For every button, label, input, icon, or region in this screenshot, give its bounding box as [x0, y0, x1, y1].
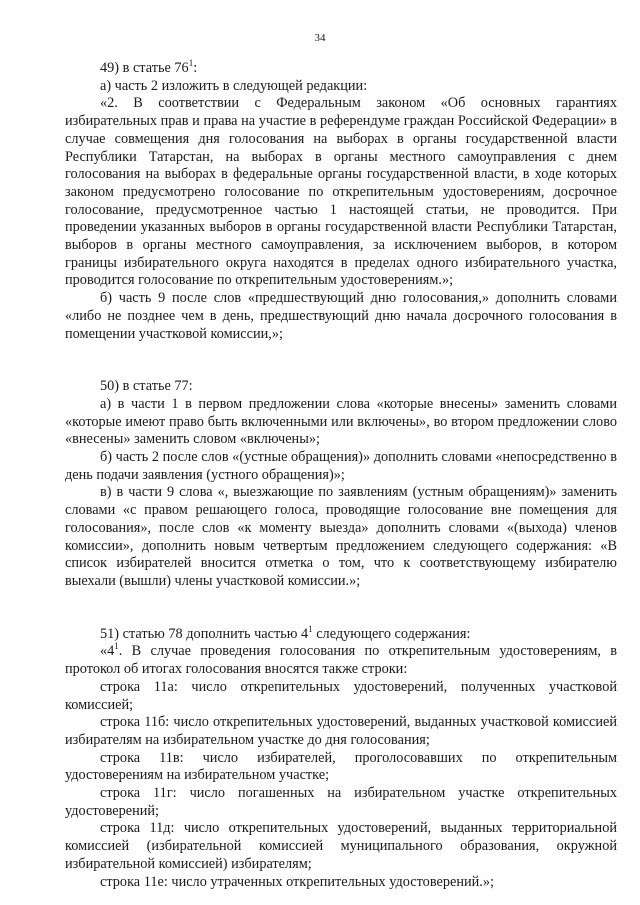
- protocol-line-11a: строка 11а: число открепительных удостоверений, полученных участковой комиссией;: [65, 678, 617, 713]
- page-number: 34: [314, 32, 326, 44]
- protocol-line-11d: строка 11д: число открепительных удостоверений, выданных территориальной комиссией (избирательной комиссией муниципального образования, окружной избирательной комиссией) избирателям;: [65, 820, 617, 872]
- sec51-intro: «$4^1$. В случае проведения голосования по открепительным удостоверениям, в протокол об итогах голосования вносятся также строки:: [65, 641, 617, 678]
- sec50-item-a: а) в части 1 в первом предложении слова «которые внесены» заменить словами «которые имеют право быть включенными или включены», во втором предложении слово «внесены» заменить словом «включены»;: [65, 395, 617, 448]
- document-body: [65, 60, 617, 891]
- sec51-heading: 51) статью 78 дополнить частью $4^1$ следующего содержания:: [100, 623, 471, 642]
- sec50-item-c: в) в части 9 слова «, выезжающие по заявлениям (устным обращениям)» заменить словами «с правом решающего голоса, проводящие голосование вне помещения для голосования», после слов «к моменту выезда» дополнить словами «(выхода) членов комиссии», дополнить новым четвертым предложением следующего содержания: «В список избирателей вносится отметка о том, что к соответствующему избирателю выехали (вышли) члены участковой комиссии.»;: [65, 484, 617, 589]
- sec49-new-text: «2. В соответствии с Федеральным законом «Об основных гарантиях избирательных прав и права на участие в референдуме граждан Российской Федерации» в случае совмещения дня голосования на выборах в органы государственной власти Республики Татарстан, на выборах в органы местного самоуправления с днем голосования на выборах в федеральные органы государственной власти, в ходе которых законом предусмотрено голосование по открепительным удостоверениям, досрочное голосование, предусмотренное частью 1 настоящей статьи, не проводится. При проведении указанных выборов в органы государственной власти Республики Татарстан, выборов в органы местного самоуправления, за исключением выборов, в котором границы избирательного округа находятся в пределах одного избирательного участка, проводится голосование по открепительным удостоверениям.»;: [65, 95, 617, 289]
- sec50-item-b: б) часть 2 после слов «(устные обращения)» дополнить словами «непосредственно в день подачи заявления (устного обращения)»;: [65, 449, 617, 483]
- protocol-line-11e: строка 11е: число утраченных открепительных удостоверений.»;: [100, 873, 494, 890]
- sec50-heading: 50) в статье 77:: [100, 378, 193, 395]
- sec49-item-a: а) часть 2 изложить в следующей редакции:: [100, 77, 368, 94]
- protocol-line-11b: строка 11б: число открепительных удостоверений, выданных участковой комиссией избирателям на избирательном участке до дня голосования;: [65, 714, 617, 748]
- protocol-line-11g: строка 11г: число погашенных на избирательном участке открепительных удостоверений;: [65, 785, 617, 819]
- sec49-heading: 49) в статье $76^1$:: [100, 58, 198, 76]
- sec49-item-b: б) часть 9 после слов «предшествующий дню голосования,» дополнить словами «либо не позднее чем в день, предшествующий дню начала досрочного голосования в помещении участковой комиссии,»;: [65, 290, 617, 342]
- protocol-line-11v: строка 11в: число избирателей, проголосовавших по открепительным удостоверениям на избирательном участке;: [65, 749, 617, 784]
